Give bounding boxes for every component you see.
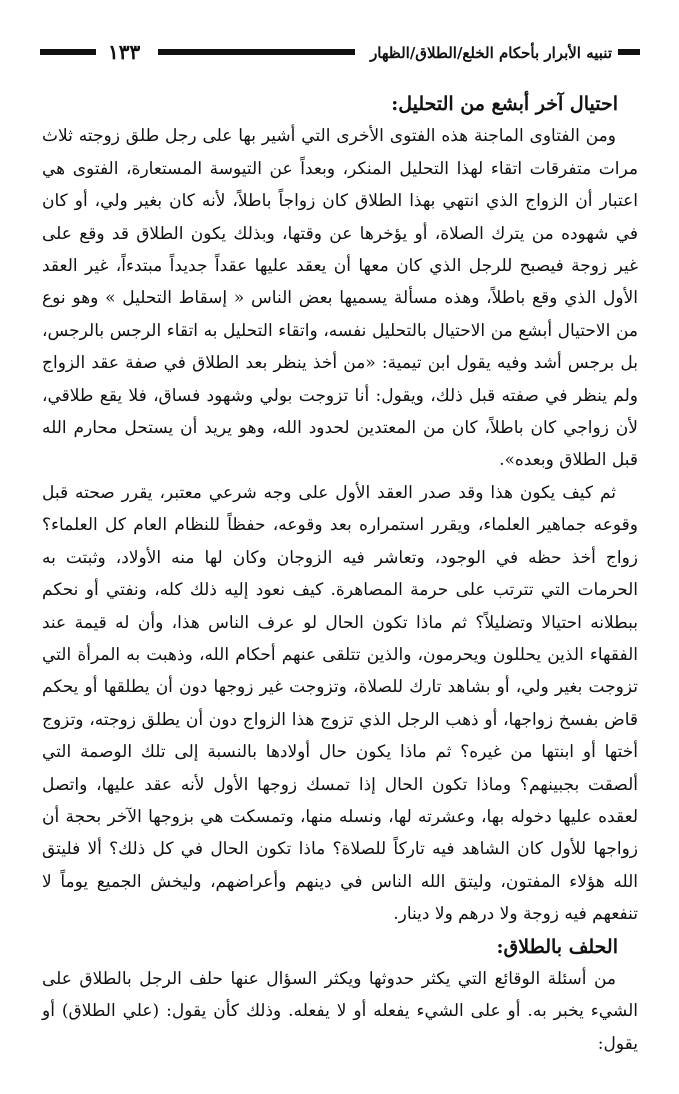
page-body xyxy=(42,88,638,1060)
section-heading: الحلف بالطلاق: xyxy=(496,935,618,958)
header-rule-right xyxy=(618,49,640,55)
page-number: ١٣٣ xyxy=(108,40,141,64)
running-title: تنبيه الأبرار بأحكام الخلع/الطلاق/الظهار xyxy=(370,44,612,62)
header-rule-middle xyxy=(158,49,355,55)
paragraph: ومن الفتاوى الماجنة هذه الفتوى الأخرى التي أشير بها على رجل طلق زوجته ثلاث مرات متفرقات اتقاء لهذا التحليل المنكر، وبعداً عن التيوسة المستعارة، الفتوى هي اعتبار أن الزواج الذي انتهي بهذا الطلاق كان زواجاً باطلاً، لأنه كان بغير ولي، أو كان في شهوده من يترك الصلاة، أو يؤخرها عن وقتها، وبذلك يكون الطلاق قد وقع على غير زوجة فيصبح للرجل الذي كان معها أن يعقد عليها عقداً جديداً مبتدءاً، غير العقد الأول الذي وقع باطلاً، وهذه مسألة يسميها بعض الناس « إسقاط التحليل » وهو نوع من الاحتيال أبشع من الاحتيال بالتحليل نفسه، واتقاء التحليل به اتقاء الرجس بالرجس، بل برجس أشد وفيه يقول ابن تيمية: «من أخذ ينظر بعد الطلاق في صفة عقد الزواج ولم ينظر في صفته قبل ذلك، ويقول: أنا تزوجت بولي وشهود فساق، فلا يقع طلاقي، لأن زواجي كان باطلاً، كان من المعتدين لحدود الله، وهو يريد أن يستحل محارم الله قبل الطلاق وبعده». xyxy=(42,126,638,471)
header-rule-left xyxy=(40,49,96,55)
paragraph: ثم كيف يكون هذا وقد صدر العقد الأول على وجه شرعي معتبر، يقرر صحته قبل وقوعه جماهير العلماء، ويقرر استمراره بعد وقوعه، حفظاً للنظام العام كل العلماء؟ زواج أخذ حظه في الوجود، وتعاشر فيه الزوجان وكان لها منه الأولاد، وثبتت به الحرمات التي تترتب على حرمة المصاهرة. كيف نعود إليه ذلك كله، ونفتي أو نحكم ببطلانه احتيالا وتضليلاً؟ ثم ماذا تكون الحال لو عرف الناس هذا، وأن له قيمة عند الفقهاء الذين يحللون ويحرمون، والذين تتلقى عنهم أحكام الله، وذهبت به المرأة التي تزوجت بغير ولي، أو بشاهد تارك للصلاة، وتزوجت غير زوجها دون أن يطلقها أو يحكم قاض بفسخ زواجها، أو ذهب الرجل الذي تزوج هذا الزواج دون أن يطلق زوجته، وتزوج أختها أو ابنتها من غيره؟ ثم ماذا يكون حال أولادها بالنسبة إلى تلك الوصمة التي ألصقت بجبينهم؟ وماذا تكون الحال إذا تمسك زوجها الأول لأنه عقد عليها، واتصل لعقده عليها دخوله بها، وعشرته لها، ونسله منها، وتمسكت هي بزوجها الآخر بحجة أن زواجها للأول كان الشاهد فيه تاركاً للصلاة؟ ماذا تكون الحال في كل ذلك؟ ألا فليتق الله هؤلاء المفتون، وليتق الله الناس في دينهم وأعراضهم، وليخش الجميع يوماً لا تنفعهم فيه زوجة ولا درهم ولا دينار. xyxy=(42,482,638,925)
page-header xyxy=(40,38,640,68)
paragraph: من أسئلة الوقائع التي يكثر حدوثها ويكثر السؤال عنها حلف الرجل بالطلاق على الشيء يخبر به. أو على الشيء يفعله أو لا يفعله. وذلك كأن يقول: (علي الطلاق) أو يقول: xyxy=(42,968,638,1054)
section-heading: احتيال آخر أبشع من التحليل: xyxy=(391,93,618,115)
